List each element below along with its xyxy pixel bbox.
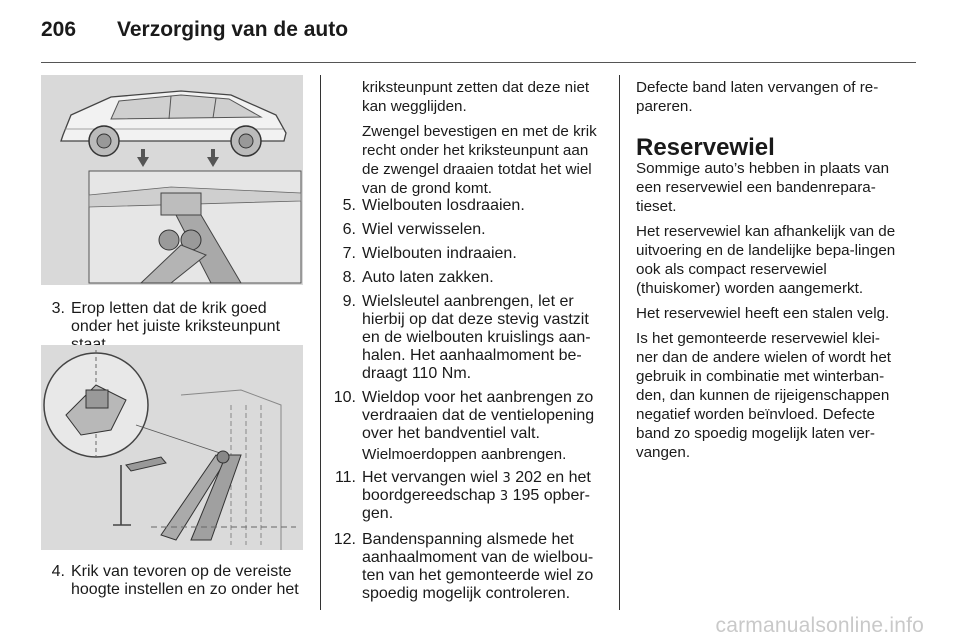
step-8 (332, 269, 602, 287)
car-jack-points-illustration (41, 75, 303, 285)
paragraph: Sommige auto’s hebben in plaats van een reservewiel een bandenrepara-tieset. (636, 160, 890, 215)
step-number: 11. (334, 469, 356, 486)
col2-note (362, 445, 602, 464)
step-number: 12. (333, 531, 356, 548)
paragraph: Het reservewiel heeft een stalen velg. (636, 305, 890, 322)
step-12 (332, 531, 602, 603)
step-9 (332, 293, 602, 383)
jack-detail-illustration (41, 345, 303, 550)
step-text: Wielsleutel aanbrengen, let er hierbij op dat deze stevig vastzit en de wielbouten kruislings aan-halen. Het aanhaalmoment be-draagt 110 Nm. (362, 293, 591, 382)
step-number: 3. (51, 300, 65, 317)
column-divider-1 (320, 75, 321, 610)
step-text: Wiel verwisselen. (362, 221, 486, 238)
step-number: 4. (51, 563, 65, 580)
step-7 (332, 245, 602, 263)
step-number: 5. (342, 197, 356, 214)
step-number: 7. (342, 245, 356, 262)
step-text: Erop letten dat de krik goed onder het juiste kriksteunpunt (71, 300, 281, 335)
step-text: Auto laten zakken. (362, 269, 494, 286)
paragraph: kriksteunpunt zetten dat deze niet kan wegglijden. (362, 79, 590, 115)
step-11 (332, 469, 602, 523)
col3 (636, 78, 901, 462)
watermark: carmanualsonline.info (715, 614, 924, 637)
step-4 (41, 563, 303, 599)
step-number: 9. (342, 293, 356, 310)
step-text: Krik van tevoren op de vereiste hoogte instellen en zo onder het (71, 563, 299, 598)
step-10 (332, 389, 602, 443)
page-number: 206 (41, 18, 77, 41)
paragraph: Het reservewiel kan afhankelijk van de uitvoering en de landelijke bepa-lingen ook als compact reservewiel (thuiskomer) worden aangemerkt. (636, 223, 896, 297)
step-text: Wieldop voor het aanbrengen zo verdraaien dat de ventielopening over het bandventiel valt. (362, 389, 595, 442)
step-text: Wielbouten losdraaien. (362, 197, 525, 214)
step-text: Wielbouten indraaien. (362, 245, 517, 262)
step-number: 6. (342, 221, 356, 238)
page-header (41, 18, 348, 48)
text-segment: Het vervangen wiel (362, 469, 503, 486)
car-jack-points-figure (41, 75, 303, 285)
step-6 (332, 221, 602, 239)
column-divider-2 (619, 75, 620, 610)
text-segment: 202 en het boordgereedschap (362, 469, 591, 504)
step-text (362, 469, 602, 523)
section-heading: Reservewiel (636, 134, 775, 161)
col2-continuation (362, 78, 602, 198)
paragraph: Zwengel bevestigen en met de krik recht onder het kriksteunpunt aan de zwengel draaien totdat het wiel van de grond komt. (362, 123, 597, 197)
page-title: Verzorging van de auto (117, 18, 349, 41)
step-number: 8. (342, 269, 356, 286)
jack-detail-figure (41, 345, 303, 550)
step-5 (332, 197, 602, 215)
paragraph: Defecte band laten vervangen of re-pareren. (636, 79, 879, 115)
step-text: Bandenspanning alsmede het aanhaalmoment van de wielbou-ten van het gemonteerde wiel zo spoedig mogelijk controleren. (362, 531, 594, 602)
step-number: 10. (333, 389, 356, 406)
text-segment: 195 opber-gen. (362, 487, 591, 522)
page-reference-arrow-icon[interactable]: 3 (499, 489, 509, 504)
paragraph: Wielmoerdoppen aanbrengen. (362, 446, 567, 463)
paragraph: Is het gemonteerde reservewiel klei-ner dan de andere wielen of wordt het gebruik in combinatie met winterban-den, dan kunnen de rijeigenschappen negatief worden beïnvloed. Defecte band zo spoedig mogelijk laten ver-vangen. (636, 330, 891, 461)
header-rule (41, 62, 916, 63)
page-reference-arrow-icon[interactable]: 3 (502, 471, 511, 486)
